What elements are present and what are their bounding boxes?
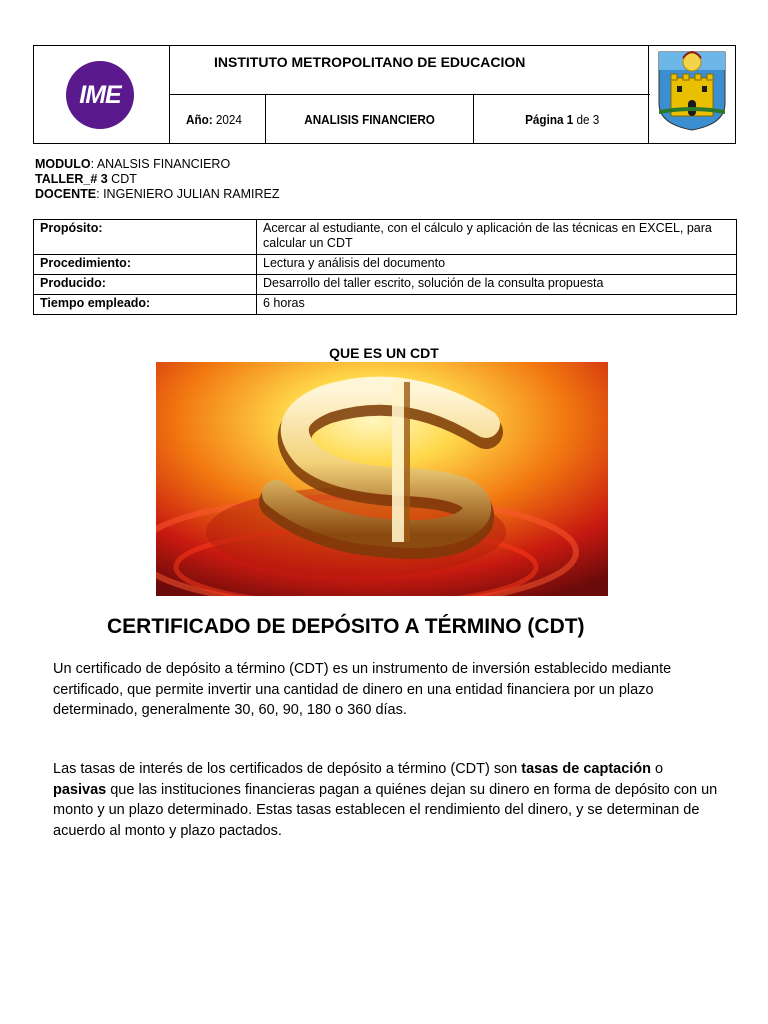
table-row bbox=[34, 295, 737, 315]
page-label: Página bbox=[524, 111, 564, 127]
table-value: Acercar al estudiante, con el cálculo y aplicación de las técnicas en EXCEL, para calcular un CDT bbox=[257, 220, 737, 255]
table-key: Procedimiento: bbox=[34, 255, 257, 275]
crest-cell bbox=[648, 46, 735, 143]
module-line bbox=[35, 157, 279, 172]
header-info-row bbox=[170, 95, 650, 143]
table-value: Desarrollo del taller escrito, solución de la consulta propuesta bbox=[257, 275, 737, 295]
document-header bbox=[33, 45, 736, 144]
taller-value: CDT bbox=[107, 172, 137, 186]
dollar-sign-image bbox=[156, 362, 608, 596]
year-value: 2024 bbox=[215, 111, 242, 127]
paragraph-rates-bold-2: pasivas bbox=[53, 781, 107, 798]
docente-value: : INGENIERO JULIAN RAMIREZ bbox=[96, 187, 280, 201]
module-value: : ANALSIS FINANCIERO bbox=[90, 157, 231, 171]
main-title: CERTIFICADO DE DEPÓSITO A TÉRMINO (CDT) bbox=[107, 615, 585, 638]
paragraph-definition: Un certificado de depósito a término (CDT) es un instrumento de inversión establecido mediante certificado, que permite invertir una cantidad de dinero en una entidad financiera por un plazo determinado, generalmente 30, 60, 90, 180 o 360 días. bbox=[53, 661, 672, 718]
section-heading: QUE ES UN CDT bbox=[329, 345, 439, 361]
page-cell bbox=[474, 95, 650, 143]
ime-logo bbox=[66, 61, 134, 129]
page-total: de 3 bbox=[576, 111, 600, 127]
year-label: Año: bbox=[186, 111, 213, 127]
paragraph-rates-text-2: o bbox=[651, 761, 664, 777]
table-row bbox=[34, 220, 737, 255]
year-cell bbox=[170, 95, 266, 143]
paragraph-rates-text-1: Las tasas de interés de los certificados de depósito a término (CDT) son bbox=[53, 761, 522, 777]
logo-cell bbox=[34, 46, 170, 143]
info-table bbox=[33, 219, 737, 315]
taller-line bbox=[35, 172, 279, 187]
table-key: Tiempo empleado: bbox=[34, 295, 257, 315]
table-value: 6 horas bbox=[257, 295, 737, 315]
paragraph-rates-bold-1: tasas de captación bbox=[521, 761, 652, 777]
table-row bbox=[34, 275, 737, 295]
taller-label: TALLER_# 3 bbox=[35, 172, 108, 186]
table-row bbox=[34, 255, 737, 275]
table-key: Propósito: bbox=[34, 220, 257, 255]
paragraph-rates-text-3: que las instituciones financieras pagan a quiénes dejan su dinero en forma de depósito con un monto y un plazo determinado. Estas tasas establecen el rendimiento del dinero, y se determinan de acuerdo al monto y plazo pactados. bbox=[53, 781, 718, 839]
docente-line bbox=[35, 187, 279, 202]
institution-title: INSTITUTO METROPOLITANO DE EDUCACION bbox=[170, 46, 650, 95]
ime-logo-text: IME bbox=[79, 80, 121, 109]
page-number: 1 bbox=[566, 111, 574, 127]
paragraph-rates bbox=[53, 759, 718, 841]
table-key: Producido: bbox=[34, 275, 257, 295]
subject-name: ANALISIS FINANCIERO bbox=[304, 111, 435, 127]
coat-of-arms-icon bbox=[655, 48, 729, 132]
docente-label: DOCENTE bbox=[35, 187, 97, 201]
document-meta bbox=[35, 157, 279, 202]
table-value: Lectura y análisis del documento bbox=[257, 255, 737, 275]
module-label: MODULO bbox=[35, 157, 91, 171]
subject-cell bbox=[266, 95, 474, 143]
